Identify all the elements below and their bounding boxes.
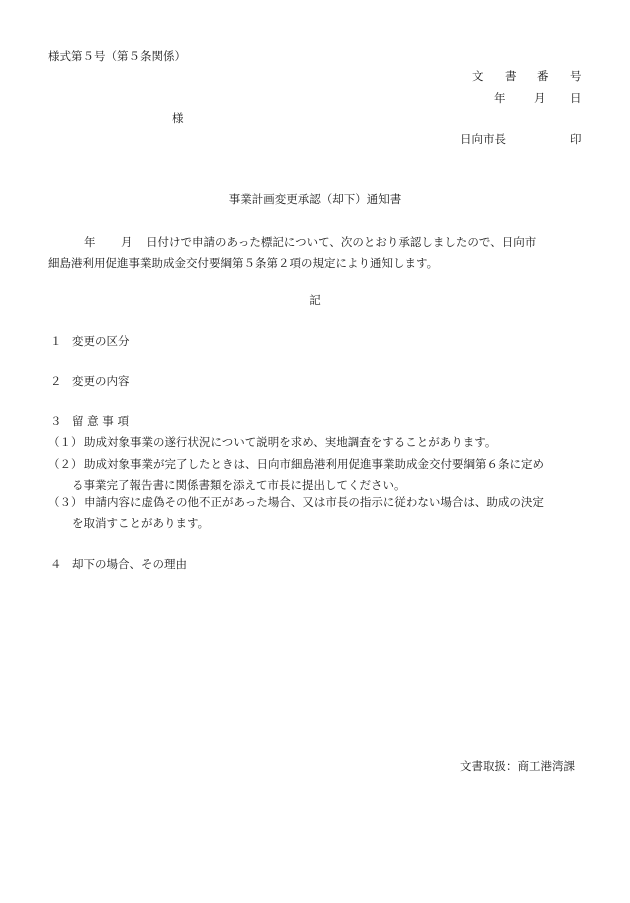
section-number: ３ xyxy=(50,414,62,428)
form-number: 様式第５号（第５条関係） xyxy=(48,49,186,63)
note-number: （３） xyxy=(48,495,83,509)
note-line: 申請内容に虚偽その他不正があった場合、又は市長の指示に従わない場合は、助成の決定 xyxy=(84,495,544,509)
doc-number-char: 書 xyxy=(505,69,517,83)
section-number: ４ xyxy=(50,557,62,571)
date-day: 日 xyxy=(570,91,582,105)
note-line: 助成対象事業の遂行状況について説明を求め、実地調査をすることがあります。 xyxy=(84,435,497,449)
section-number: ２ xyxy=(50,374,62,388)
note-number: （１） xyxy=(48,435,83,449)
section-label: 却下の場合、その理由 xyxy=(72,557,187,571)
doc-number-char: 号 xyxy=(570,69,582,83)
ki-heading: 記 xyxy=(309,293,321,307)
body-date-year: 年 xyxy=(84,235,96,249)
body-line-2: 細島港利用促進事業助成金交付要綱第５条第２項の規定により通知します。 xyxy=(48,256,439,270)
seal-mark: 印 xyxy=(570,132,582,146)
issuer: 日向市長 xyxy=(460,132,506,146)
body-line-1: 日付けで申請のあった標記について、次のとおり承認しましたので、日向市 xyxy=(146,235,537,249)
note-number: （２） xyxy=(48,457,83,471)
doc-number-char: 番 xyxy=(537,69,549,83)
note-line: 助成対象事業が完了したときは、日向市細島港利用促進事業助成金交付要綱第６条に定め xyxy=(84,457,544,471)
addressee-suffix: 様 xyxy=(172,111,184,125)
footer-handling-dept: 文書取扱：商工港湾課 xyxy=(460,759,575,773)
body-date-month: 月 xyxy=(121,235,133,249)
section-number: １ xyxy=(50,334,62,348)
doc-number-char: 文 xyxy=(472,69,484,83)
date-month: 月 xyxy=(534,91,546,105)
date-year: 年 xyxy=(494,91,506,105)
page-title: 事業計画変更承認（却下）通知書 xyxy=(228,192,402,206)
section-label: 変更の区分 xyxy=(72,334,130,348)
section-label: 変更の内容 xyxy=(72,374,130,388)
section-label: 留 意 事 項 xyxy=(72,414,129,428)
note-line: る事業完了報告書に関係書類を添えて市長に提出してください。 xyxy=(72,478,406,492)
note-line: を取消すことがあります。 xyxy=(72,516,210,530)
